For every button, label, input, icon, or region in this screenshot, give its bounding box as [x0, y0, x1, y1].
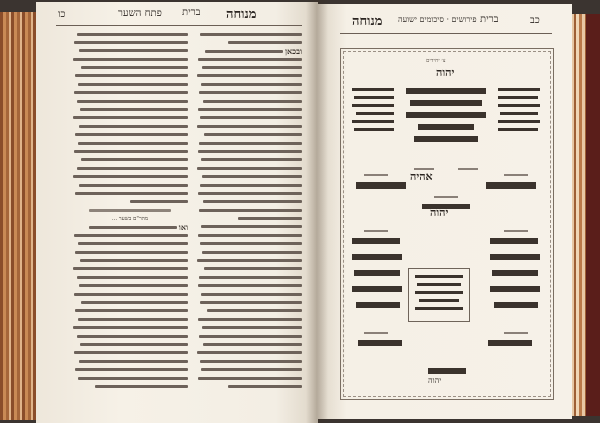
- left-header-sub: פתח השער: [118, 8, 162, 19]
- left-page-left-column: מהר"ם בשער ... ואו: [72, 30, 188, 410]
- left-page-number: כו: [58, 9, 66, 20]
- left-page-edges: [0, 12, 38, 420]
- diagram-name-center: יהוה: [430, 206, 449, 219]
- book-gutter: [306, 0, 328, 423]
- diagram-text-blocks: [344, 78, 548, 388]
- right-header-title: מנוחה: [352, 14, 383, 29]
- left-header-word: ברית: [182, 7, 201, 18]
- left-page-right-column: ובכאן: [196, 30, 302, 410]
- right-header-rule: [340, 33, 552, 34]
- diagram-name-top: יהוה: [436, 66, 455, 79]
- right-header-sub: פירושים · סיכומים ישועה: [398, 15, 477, 24]
- diagram-name-bottom: יהוה: [428, 376, 442, 385]
- diagram-center-table: [408, 268, 470, 322]
- right-page-number: כב: [530, 15, 540, 26]
- left-header-rule: [56, 25, 302, 26]
- left-header-title: מנוחה: [226, 7, 257, 22]
- diagram-name-middle: אהיה: [410, 170, 433, 183]
- right-header-word: ברית: [480, 14, 499, 25]
- diagram-top-label: צ׳ יחידים: [426, 58, 446, 64]
- book-cover-edge: [586, 14, 600, 416]
